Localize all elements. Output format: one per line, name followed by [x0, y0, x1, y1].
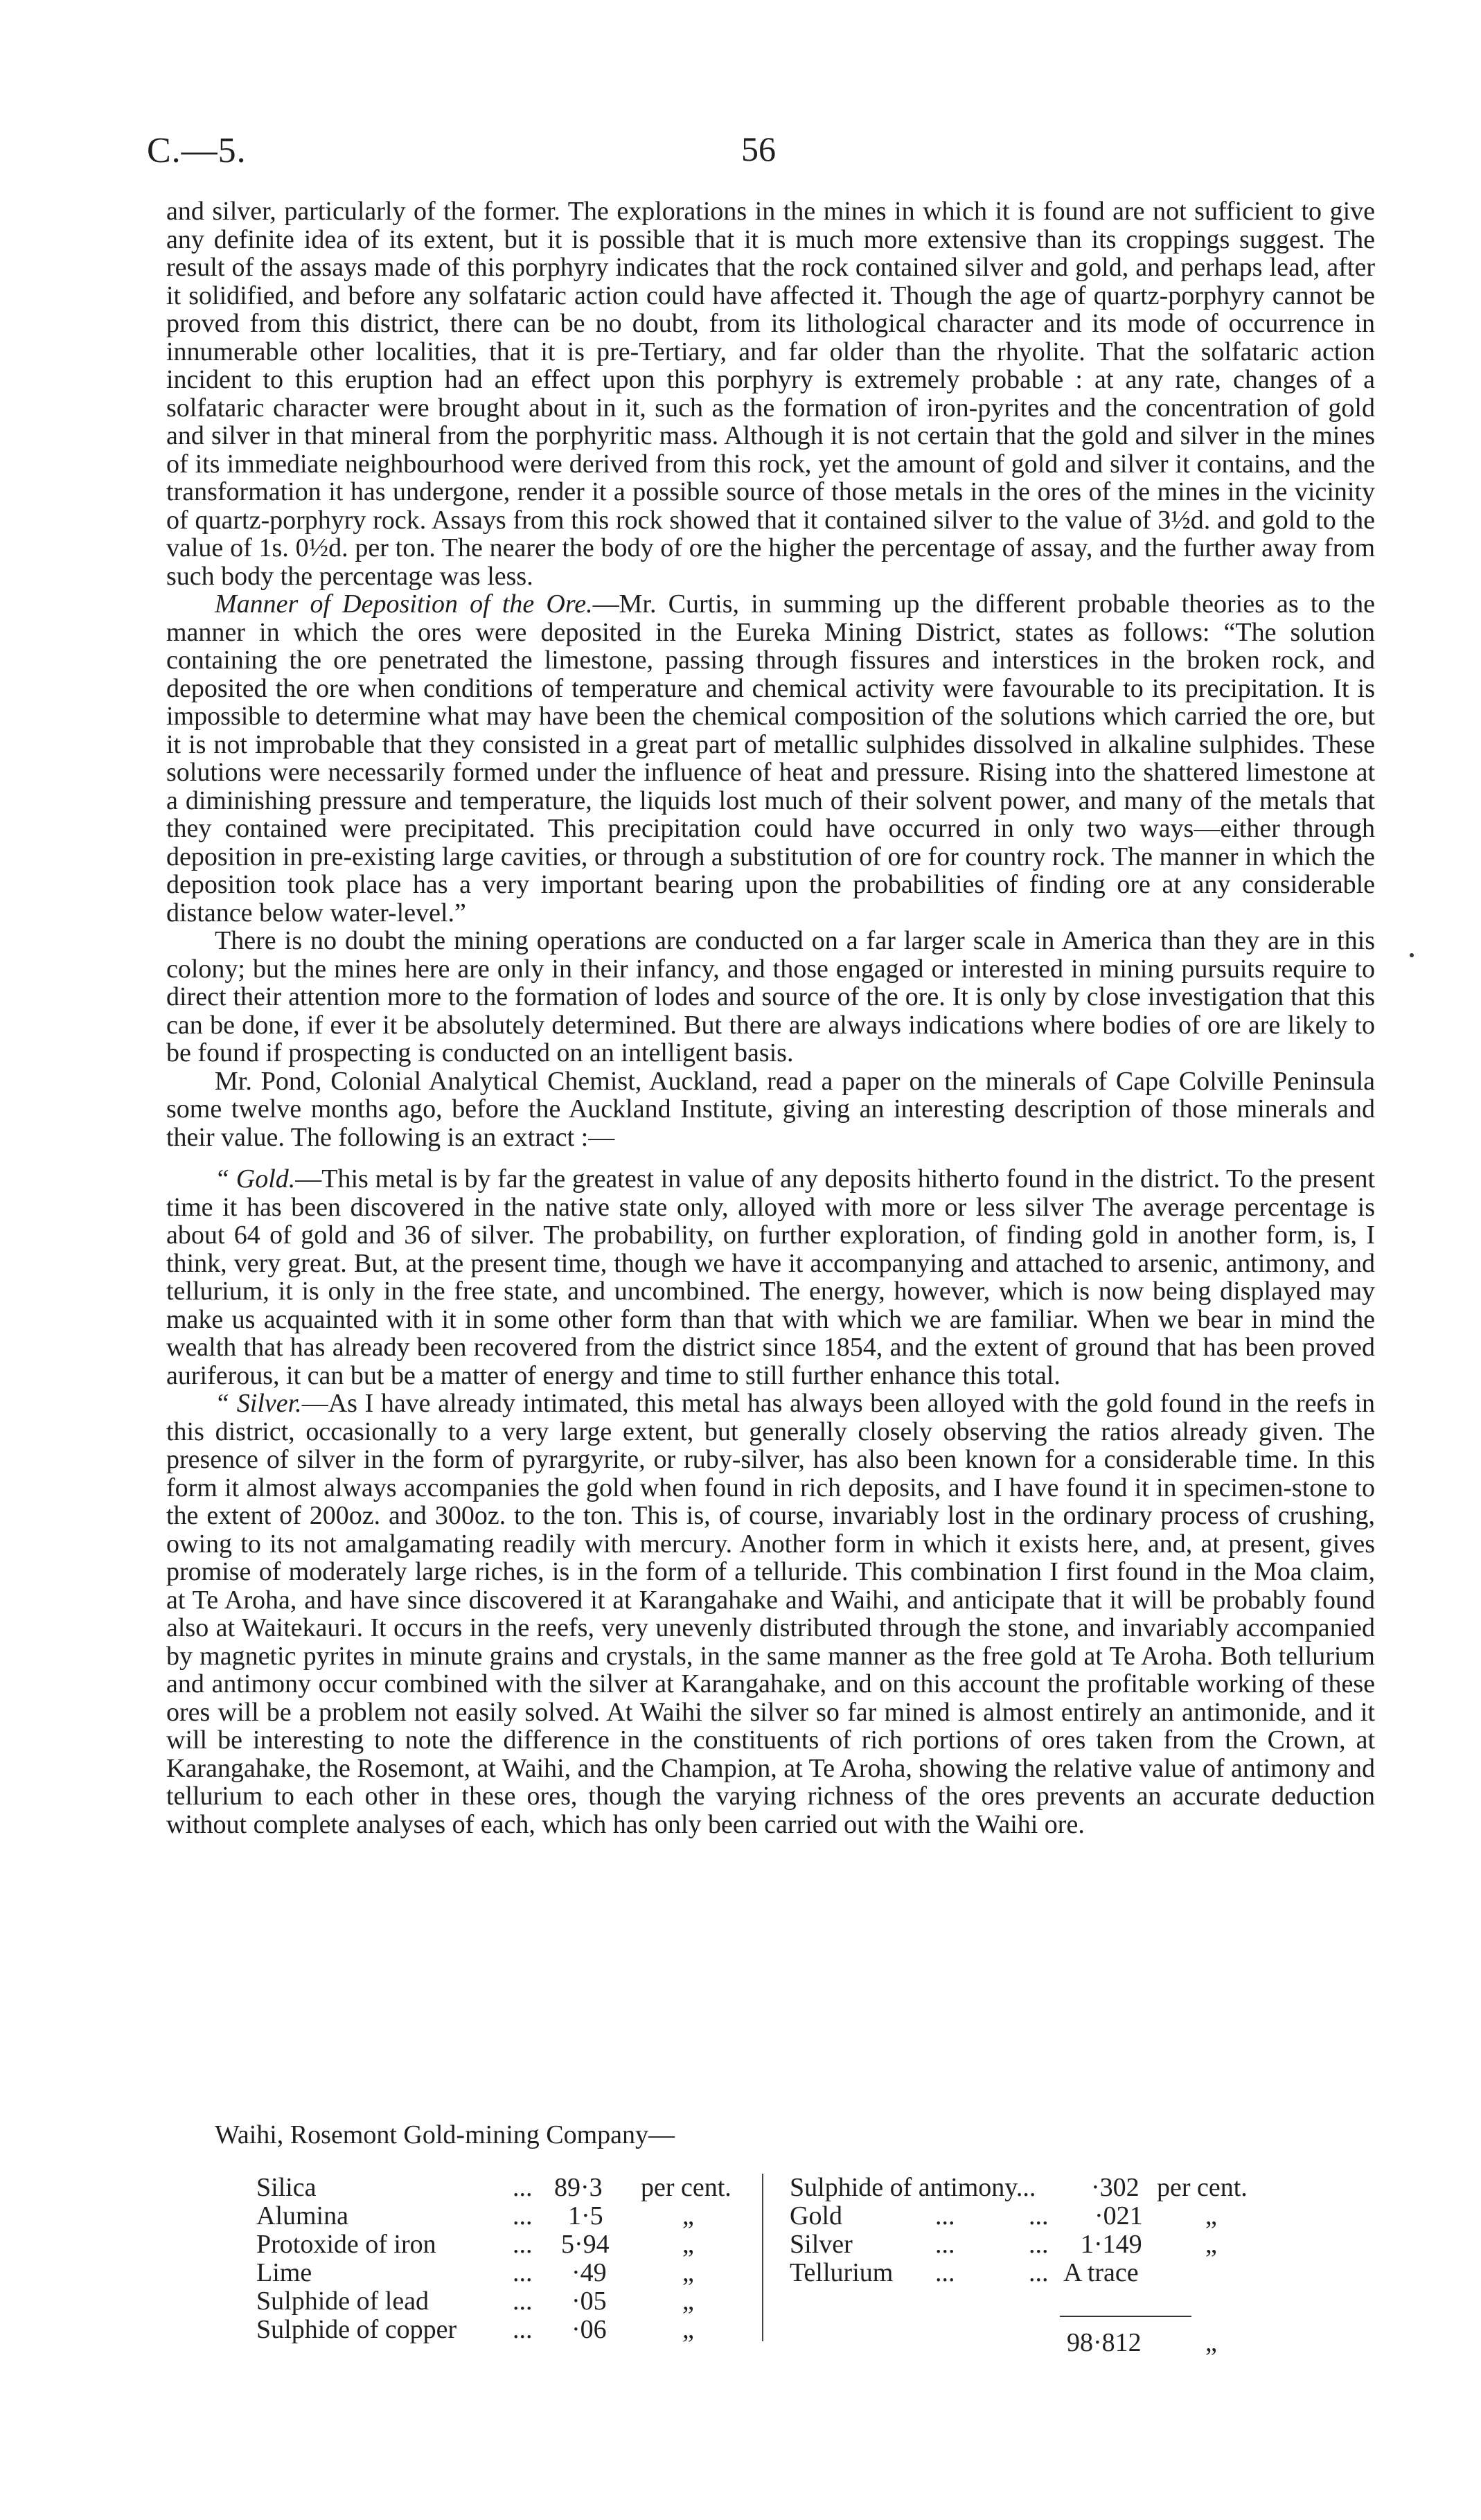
- total-row: 98·812 „: [1067, 2328, 1217, 2357]
- paragraph-mining-operations: There is no doubt the mining operations are conducted on a far larger scale in America than they are in this colony; but the mines here are only in their infancy, and those engaged or interested in mining pursuits require to direct their attention more to the formation of lodes and source of the ore. It is only by close investigation that this can be done, if ever it be absolutely determined. But there are always indications where bodies of ore are likely to be found if prospecting is conducted on an intelligent basis.: [166, 926, 1375, 1067]
- total-rule: [1060, 2316, 1191, 2317]
- table-row: Lime ... ·49 „: [256, 2258, 694, 2287]
- table-row: Protoxide of iron ... 5·94 „: [256, 2230, 694, 2259]
- section-heading-silver: “ Silver.: [215, 1389, 302, 1418]
- assay-table-left: [256, 2174, 755, 2344]
- assay-total: [1067, 2329, 1247, 2357]
- margin-mark: [1410, 953, 1414, 957]
- page-number: 56: [741, 130, 776, 168]
- table-row: Sulphide of antimony... ·302 per cent.: [790, 2173, 1248, 2202]
- assay-table-right: [790, 2174, 1330, 2287]
- body-text: [166, 197, 1375, 1838]
- table-caption: Waihi, Rosemont Gold-mining Company—: [215, 2120, 675, 2149]
- table-row: Sulphide of copper ... ·06 „: [256, 2315, 694, 2344]
- table-row: Tellurium ... ... A trace: [790, 2258, 1139, 2287]
- table-row: Silver ... ... 1·149 „: [790, 2230, 1217, 2259]
- table-row: Silica ... 89·3 per cent.: [256, 2173, 731, 2202]
- paragraph-manner-of-deposition: [166, 590, 1375, 927]
- section-heading-manner: Manner of Deposition of the Ore.: [215, 589, 593, 619]
- table-row: Alumina ... 1·5 „: [256, 2201, 694, 2230]
- section-heading-gold: “ Gold.: [215, 1164, 296, 1194]
- paragraph-silver: [166, 1390, 1375, 1838]
- document-reference: C.—5.: [147, 131, 247, 170]
- column-divider: [762, 2174, 763, 2341]
- paragraph-text: —This metal is by far the greatest in value of any deposits hitherto found in the district. To the present time it has been discovered in the native state only, alloyed with more or less silver The average percentage is about 64 of gold and 36 of silver. The probability, on further exploration, of finding gold in another form, is, I think, very great. But, at the present time, though we have it accompanying and attached to arsenic, antimony, and tellurium, it is only in the free state, and uncombined. The energy, however, which is now being displayed may make us acquainted with it in some other form than that with which we are familiar. When we bear in mind the wealth that has already been recovered from the district since 1854, and the extent of ground that has been proved auriferous, it can but be a matter of energy and time to still further enhance this total.: [166, 1164, 1375, 1390]
- paragraph-text: —As I have already intimated, this metal has always been alloyed with the gold found in the reefs in this district, occasionally to a very large extent, but generally closely observing the ratios already given. The presence of silver in the form of pyrargyrite, or ruby-silver, has also been known for a considerable time. In this form it almost always accompanies the gold when found in rich deposits, and I have found it in specimen-stone to the extent of 200oz. and 300oz. to the ton. This is, of course, invariably lost in the ordinary process of crushing, owing to its not amalgamating readily with mercury. Another form in which it exists here, and, at present, gives promise of moderately large riches, is in the form of a telluride. This combination I first found in the Moa claim, at Te Aroha, and have since discovered it at Karangahake and Waihi, and anticipate that it will be probably found also at Waitekauri. It occurs in the reefs, very unevenly distributed through the stone, and invariably accompanied by magnetic pyrites in minute grains and crystals, in the same manner as the free gold at Te Aroha. Both tellurium and antimony occur combined with the silver at Karangahake, and on this account the profitable working of these ores will be a problem not easily solved. At Waihi the silver so far mined is almost entirely an antimonide, and it will be interesting to note the difference in the constituents of rich portions of ores taken from the Crown, at Karangahake, the Rosemont, at Waihi, and the Champion, at Te Aroha, showing the relative value of antimony and tellurium to each other in these ores, though the varying richness of the ores prevents an accurate deduction without complete analyses of each, which has only been carried out with the Waihi ore.: [166, 1389, 1375, 1839]
- table-row: Gold ... ... ·021 „: [790, 2201, 1217, 2230]
- paragraph-mr-pond: Mr. Pond, Colonial Analytical Chemist, Auckland, read a paper on the minerals of Cape Colville Peninsula some twelve months ago, before the Auckland Institute, giving an interesting description of those minerals and their value. The following is an extract :—: [166, 1066, 1375, 1152]
- paragraph-text: —Mr. Curtis, in summing up the different probable theories as to the manner in which the ores were deposited in the Eureka Mining District, states as follows: “The solution containing the ore penetrated the limestone, passing through fissures and interstices in the broken rock, and deposited the ore when conditions of temperature and chemical activity were favourable to its precipitation. It is impossible to determine what may have been the chemical composition of the solutions which carried the ore, but it is not improbable that they consisted in a great part of metallic sulphides dissolved in alkaline sulphides. These solutions were necessarily formed under the influence of heat and pressure. Rising into the shattered limestone at a diminishing pressure and temperature, the liquids lost much of their solvent power, and many of the metals that they contained were precipitated. This precipitation could have occurred in only two ways—either through deposition in pre-existing large cavities, or through a substitution of ore for country rock. The manner in which the deposition took place has a very important bearing upon the probabilities of finding ore at any considerable distance below water-level.”: [166, 589, 1375, 928]
- table-row: Sulphide of lead ... ·05 „: [256, 2287, 694, 2316]
- paragraph-porphyry: and silver, particularly of the former. The explorations in the mines in which it is found are not sufficient to give any definite idea of its extent, but it is possible that it is much more extensive than its croppings suggest. The result of the assays made of this porphyry indicates that the rock contained silver and gold, and perhaps lead, after it solidified, and before any solfataric action could have affected it. Though the age of quartz-porphyry cannot be proved from this district, there can be no doubt, from its lithological character and its mode of occurrence in innumerable other localities, that it is pre-Tertiary, and far older than the rhyolite. That the solfataric action incident to this eruption had an effect upon this porphyry is extremely probable : at any rate, changes of a solfataric character were brought about in it, such as the formation of iron-pyrites and the concentration of gold and silver in that mineral from the porphyritic mass. Although it is not certain that the gold and silver in the mines of its immediate neighbourhood were derived from this rock, yet the amount of gold and silver it contains, and the transformation it has undergone, render it a possible source of those metals in the ores of the mines in the vicinity of quartz-porphyry rock. Assays from this rock showed that it contained silver to the value of 3½d. and gold to the value of 1s. 0½d. per ton. The nearer the body of ore the higher the percentage of assay, and the further away from such body the percentage was less.: [166, 197, 1375, 591]
- paragraph-gold: [166, 1165, 1375, 1390]
